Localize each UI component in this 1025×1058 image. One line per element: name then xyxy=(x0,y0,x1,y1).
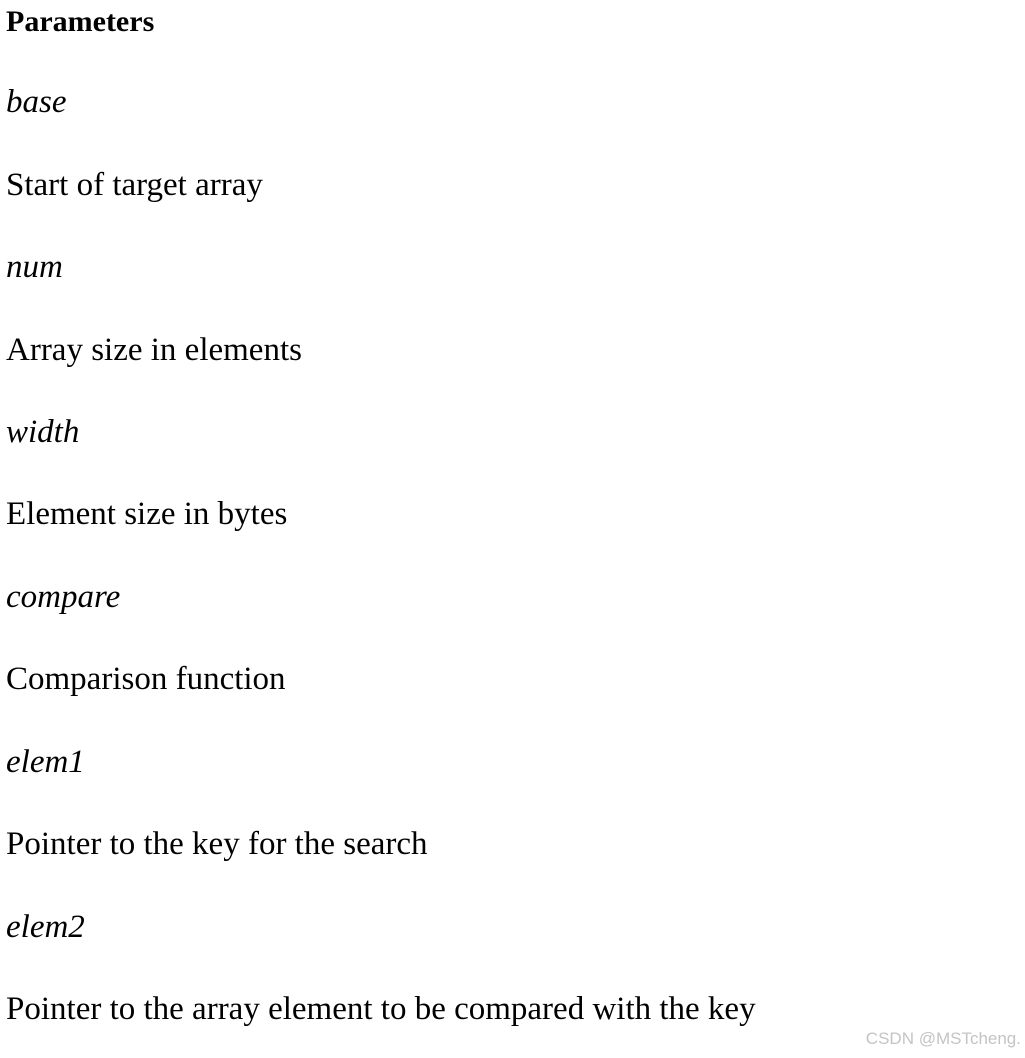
param-desc-elem2: Pointer to the array element to be compared with the key xyxy=(6,991,756,1027)
param-name-elem2: elem2 xyxy=(6,909,85,945)
param-desc-elem1: Pointer to the key for the search xyxy=(6,826,428,862)
param-desc-width: Element size in bytes xyxy=(6,496,288,532)
param-desc-num: Array size in elements xyxy=(6,332,302,368)
param-name-width: width xyxy=(6,414,80,450)
param-name-num: num xyxy=(6,249,63,285)
param-name-elem1: elem1 xyxy=(6,744,85,780)
param-desc-base: Start of target array xyxy=(6,167,263,203)
section-heading: Parameters xyxy=(6,5,155,38)
param-name-compare: compare xyxy=(6,579,121,615)
watermark-text: CSDN @MSTcheng. xyxy=(865,1029,1021,1048)
param-desc-compare: Comparison function xyxy=(6,661,286,697)
param-name-base: base xyxy=(6,84,67,120)
